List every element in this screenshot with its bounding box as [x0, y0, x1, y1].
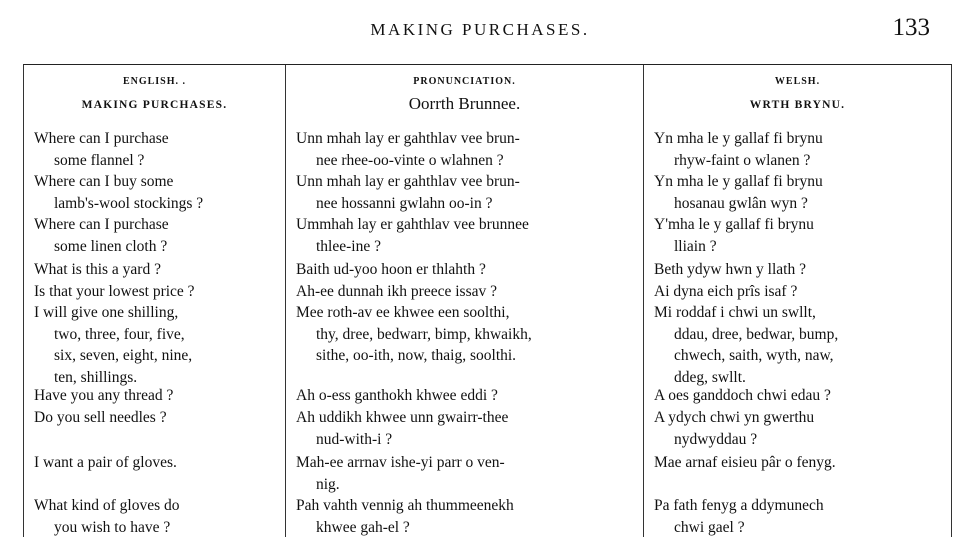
english-column [24, 65, 286, 537]
english-entry-line: Do you sell needles ? [34, 409, 167, 426]
pronunciation-entry-line: khwee gah-el ? [316, 518, 410, 536]
english-entry-line: Have you any thread ? [34, 387, 174, 404]
english-entry [34, 259, 279, 281]
pronunciation-entry [296, 302, 637, 367]
pronunciation-entry [296, 259, 637, 281]
welsh-entry-line: Mi roddaf i chwi un swllt, [654, 304, 816, 321]
welsh-entry-line: Mae arnaf eisieu pâr o fenyg. [654, 454, 836, 471]
welsh-entry [654, 385, 945, 407]
english-entry [34, 281, 279, 303]
welsh-entry-line: lliain ? [674, 237, 717, 255]
english-entry-line: Where can I purchase [34, 216, 169, 233]
running-title: MAKING PURCHASES. [370, 20, 590, 39]
pronunciation-section-heading: Oorrth Brunnee. [408, 94, 521, 113]
welsh-entry-line: hosanau gwlân wyn ? [674, 194, 808, 212]
english-entry [34, 214, 279, 257]
welsh-entry-line: Ai dyna eich prîs isaf ? [654, 283, 798, 300]
welsh-entry-line: chwi gael ? [674, 518, 745, 536]
welsh-entry [654, 128, 945, 171]
pronunciation-entry-line: Ah o-ess ganthokh khwee eddi ? [296, 387, 498, 404]
welsh-entry [654, 302, 945, 388]
english-entry-line: Is that your lowest price ? [34, 283, 195, 300]
pronunciation-entry-line: Baith ud-yoo hoon er thlahth ? [296, 261, 486, 278]
welsh-column [644, 65, 951, 537]
english-entry-line: two, three, four, five, [54, 325, 185, 343]
english-entry-line: What kind of gloves do [34, 497, 180, 514]
welsh-entry [654, 407, 945, 450]
pronunciation-entry-line: Pah vahth vennig ah thummeenekh [296, 497, 514, 514]
welsh-entry-line: chwech, saith, wyth, naw, [674, 347, 834, 364]
welsh-entry [654, 495, 945, 538]
english-entry [34, 171, 279, 214]
english-entry-line: some flannel ? [54, 151, 145, 169]
welsh-column-heading: WELSH. [774, 76, 821, 87]
welsh-entry [654, 214, 945, 257]
pronunciation-entry [296, 281, 637, 303]
english-entry [34, 128, 279, 171]
welsh-entry [654, 281, 945, 303]
pronunciation-entry-line: Mee roth-av ee khwee een soolthi, [296, 304, 510, 321]
welsh-section-heading: WRTH BRYNU. [749, 99, 846, 111]
english-entry-line: I want a pair of gloves. [34, 454, 177, 471]
pronunciation-entry-line: sithe, oo-ith, now, thaig, soolthi. [316, 347, 517, 364]
welsh-entry [654, 171, 945, 214]
pronunciation-entry-line: nig. [316, 475, 340, 493]
welsh-entry-line: Beth ydyw hwn y llath ? [654, 261, 806, 278]
welsh-entry [654, 452, 945, 474]
pronunciation-entry-line: Mah-ee arrnav ishe-yi parr o ven- [296, 454, 505, 471]
english-section-heading: MAKING PURCHASES. [81, 99, 228, 111]
pronunciation-entry [296, 214, 637, 257]
pronunciation-entry [296, 407, 637, 450]
pronunciation-entry-line: Ah-ee dunnah ikh preece issav ? [296, 283, 497, 300]
english-entry-line: What is this a yard ? [34, 261, 161, 278]
english-column-heading: ENGLISH. . [122, 76, 187, 87]
page-number: 133 [892, 14, 930, 41]
pronunciation-entry-line: Ah uddikh khwee unn gwairr-thee [296, 409, 509, 426]
english-entry-line: Where can I buy some [34, 173, 174, 190]
pronunciation-entry-line: thy, dree, bedwarr, bimp, khwaikh, [316, 325, 532, 343]
welsh-entry-line: Pa fath fenyg a ddymunech [654, 497, 824, 514]
english-entry [34, 385, 279, 407]
pronunciation-entry-line: nud-with-i ? [316, 430, 393, 448]
english-entry-line: some linen cloth ? [54, 237, 168, 255]
pronunciation-entry-line: nee rhee-oo-vinte o wlahnen ? [316, 151, 504, 169]
pronunciation-column-heading: PRONUNCIATION. [413, 76, 516, 87]
pronunciation-entry-line: Unn mhah lay er gahthlav vee brun- [296, 173, 520, 190]
english-entry-line: ten, shillings. [54, 368, 138, 386]
welsh-entry-line: A oes ganddoch chwi edau ? [654, 387, 831, 404]
welsh-entry-line: nydwyddau ? [674, 430, 758, 448]
welsh-entry-line: ddeg, swllt. [674, 368, 746, 386]
phrase-table [23, 64, 952, 537]
pronunciation-entry [296, 128, 637, 171]
pronunciation-entry [296, 385, 637, 407]
welsh-entry [654, 259, 945, 281]
english-entry [34, 452, 279, 474]
pronunciation-entry-line: Ummhah lay er gahthlav vee brunnee [296, 216, 529, 233]
welsh-entry-line: ddau, dree, bedwar, bump, [674, 325, 839, 343]
pronunciation-entry-line: nee hossanni gwlahn oo-in ? [316, 194, 493, 212]
welsh-entry-line: Y'mha le y gallaf fi brynu [654, 216, 814, 233]
pronunciation-entry-line: thlee-ine ? [316, 237, 381, 255]
english-entry-line: you wish to have ? [54, 518, 171, 536]
english-entry-line: lamb's-wool stockings ? [54, 194, 204, 212]
welsh-entry-line: Yn mha le y gallaf fi brynu [654, 173, 823, 190]
english-entry [34, 302, 279, 388]
pronunciation-entry [296, 495, 637, 538]
english-entry [34, 495, 279, 538]
pronunciation-entry [296, 452, 637, 495]
welsh-entry-line: Yn mha le y gallaf fi brynu [654, 130, 823, 147]
english-entry-line: six, seven, eight, nine, [54, 347, 193, 364]
english-entry-line: I will give one shilling, [34, 304, 179, 321]
pronunciation-entry-line: Unn mhah lay er gahthlav vee brun- [296, 130, 520, 147]
pronunciation-entry [296, 171, 637, 214]
english-entry-line: Where can I purchase [34, 130, 169, 147]
english-entry [34, 407, 279, 429]
welsh-entry-line: rhyw-faint o wlanen ? [674, 151, 811, 169]
welsh-entry-line: A ydych chwi yn gwerthu [654, 409, 815, 426]
pronunciation-column [286, 65, 644, 537]
